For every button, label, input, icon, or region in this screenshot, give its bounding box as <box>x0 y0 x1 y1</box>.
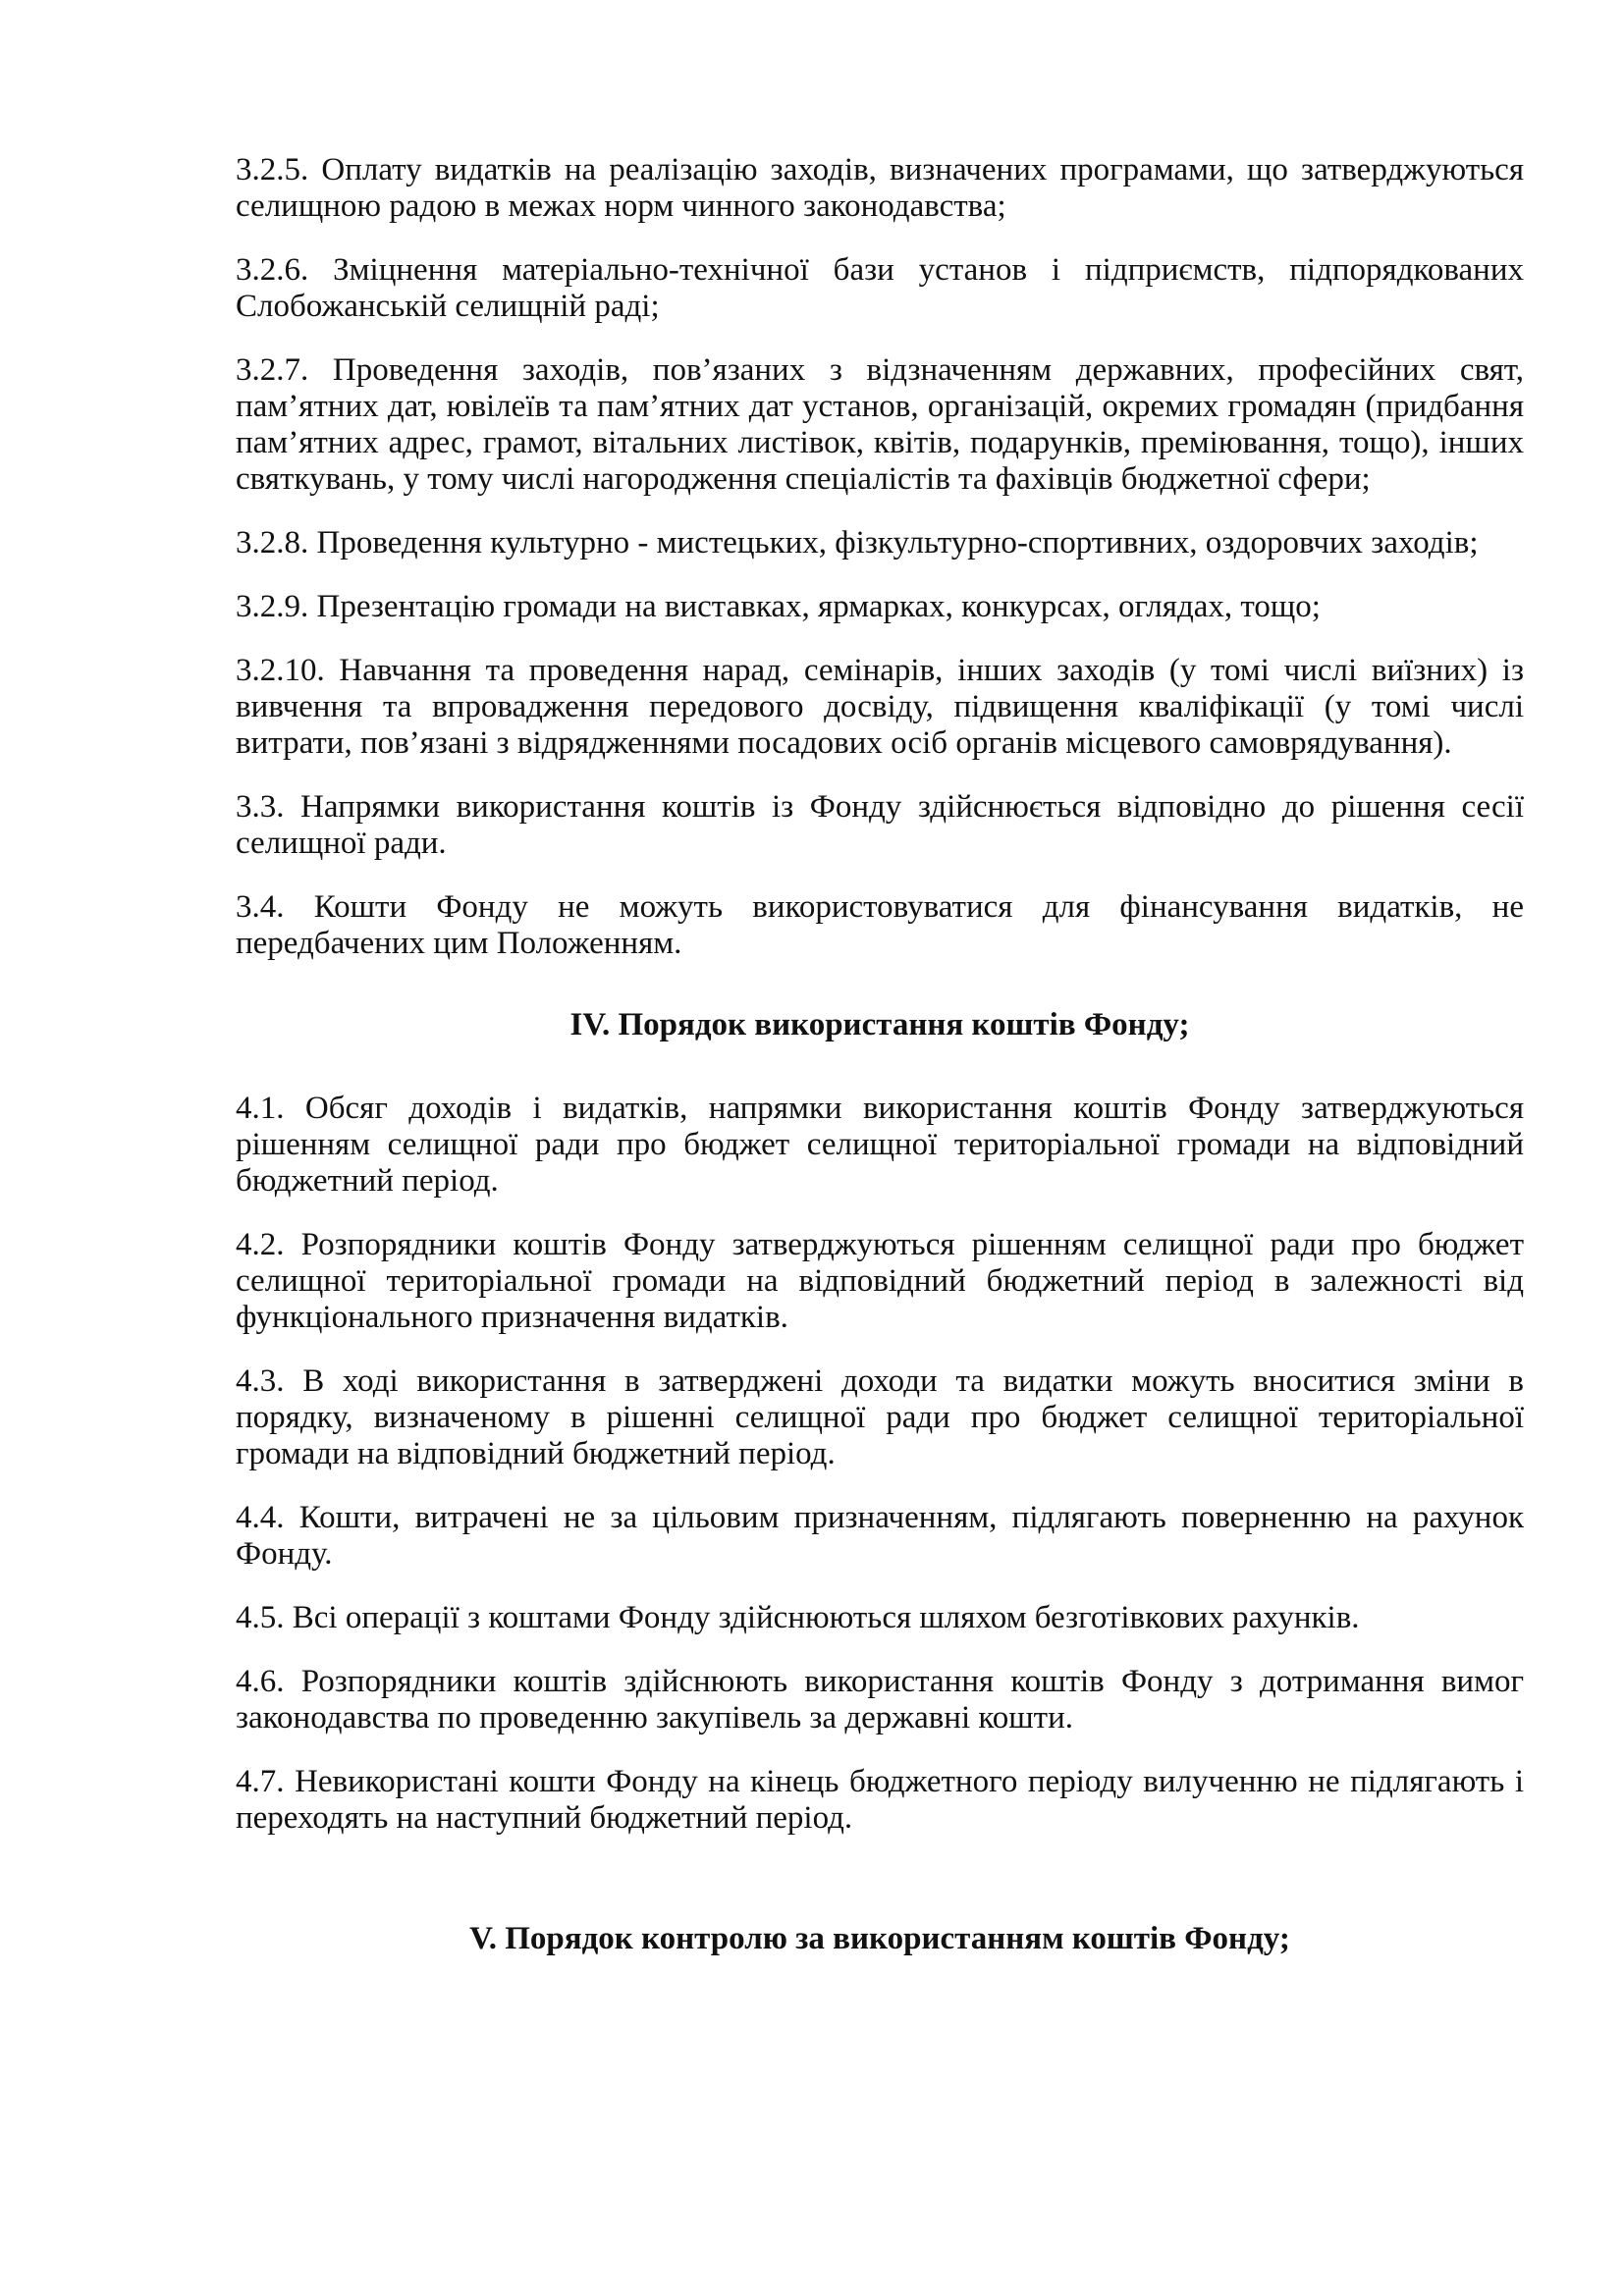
section-5-heading: V. Порядок контролю за використанням коштів Фонду; <box>469 1921 1290 1956</box>
paragraph-4-3: 4.3. В ході використання в затверджені доходи та видатки можуть вноситися зміни в порядку, визначеному в рішенні селищної ради про бюджет селищної територіальної громади на відповідний бюджетний період. <box>236 1363 1524 1471</box>
paragraph-3-2-5: 3.2.5. Оплату видатків на реалізацію заходів, визначених програмами, що затверджуються селищною радою в межах норм чинного законодавства; <box>236 152 1524 224</box>
paragraph-4-1: 4.1. Обсяг доходів і видатків, напрямки використання коштів Фонду затверджуються рішенням селищної ради про бюджет селищної територіальної громади на відповідний бюджетний період. <box>236 1091 1524 1199</box>
paragraph-3-2-8: 3.2.8. Проведення культурно - мистецьких, фізкультурно-спортивних, оздоровчих заходів; <box>236 525 1479 561</box>
document-page <box>236 152 1524 1957</box>
paragraph-3-3: 3.3. Напрямки використання коштів із Фонду здійснюється відповідно до рішення сесії селищної ради. <box>236 789 1524 861</box>
paragraph-4-4: 4.4. Кошти, витрачені не за цільовим призначенням, підлягають поверненню на рахунок Фонду. <box>236 1500 1524 1572</box>
paragraph-4-7: 4.7. Невикористані кошти Фонду на кінець бюджетного періоду вилученню не підлягають і переходять на наступний бюджетний період. <box>236 1764 1524 1836</box>
paragraph-4-2: 4.2. Розпорядники коштів Фонду затверджуються рішенням селищної ради про бюджет селищної територіальної громади на відповідний бюджетний період в залежності від функціонального призначення видатків. <box>236 1227 1524 1335</box>
paragraph-3-2-10: 3.2.10. Навчання та проведення нарад, семінарів, інших заходів (у томі числі виїзних) із вивчення та впровадження передового досвіду, підвищення кваліфікації (у томі числі витрати, пов’язані з відрядженнями посадових осіб органів місцевого самоврядування). <box>236 653 1524 761</box>
paragraph-3-2-6: 3.2.6. Зміцнення матеріально-технічної бази установ і підприємств, підпорядкованих Слобожанській селищній раді; <box>236 252 1524 324</box>
paragraph-3-2-9: 3.2.9. Презентацію громади на виставках, ярмарках, конкурсах, оглядах, тощо; <box>236 589 1321 624</box>
paragraph-4-6: 4.6. Розпорядники коштів здійснюють використання коштів Фонду з дотримання вимог законодавства по проведенню закупівель за державні кошти. <box>236 1664 1524 1735</box>
paragraph-4-5: 4.5. Всі операції з коштами Фонду здійснюються шляхом безготівкових рахунків. <box>236 1600 1360 1635</box>
paragraph-3-2-7: 3.2.7. Проведення заходів, пов’язаних з відзначенням державних, професійних свят, пам’ятних дат, ювілеїв та пам’ятних дат установ, організацій, окремих громадян (придбання пам’ятних адрес, грамот, вітальних листівок, квітів, подарунків, преміювання, тощо), інших святкувань, у тому числі нагородження спеціалістів та фахівців бюджетної сфери; <box>236 352 1524 497</box>
section-4-heading: IV. Порядок використання коштів Фонду; <box>569 1007 1190 1042</box>
paragraph-3-4: 3.4. Кошти Фонду не можуть використовуватися для фінансування видатків, не передбачених цим Положенням. <box>236 889 1524 961</box>
